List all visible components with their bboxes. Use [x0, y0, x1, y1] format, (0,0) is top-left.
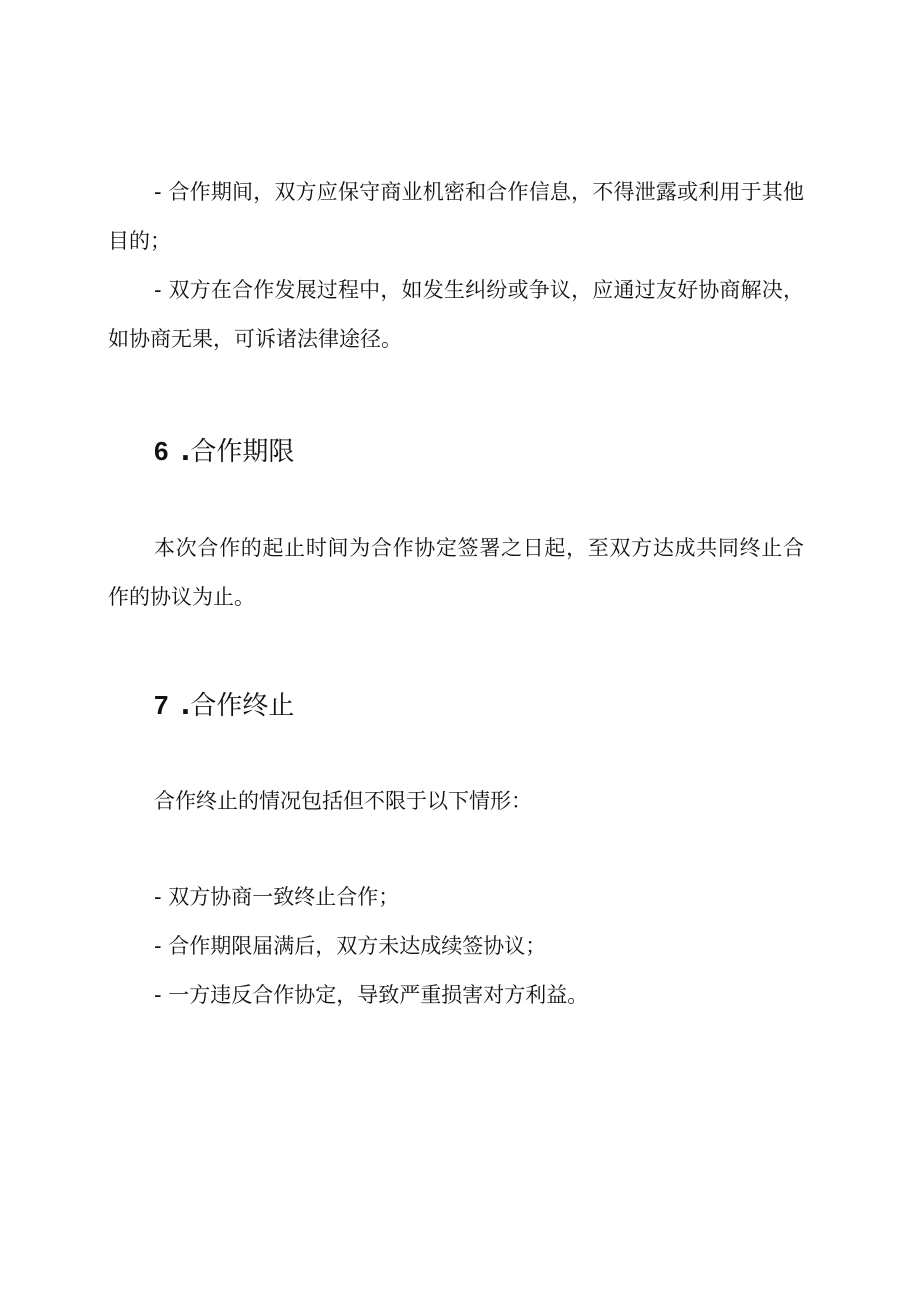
section7-bullet-3: - 一方违反合作协定，导致严重损害对方利益。 — [154, 983, 589, 1007]
section6-number: 6 — [154, 436, 169, 466]
section7-intro: 合作终止的情况包括但不限于以下情形： — [154, 789, 532, 813]
section7-heading: 7 .合作终止 — [154, 690, 295, 721]
section7-bullet-2: - 合作期限届满后，双方未达成续签协议； — [154, 934, 547, 958]
section5-bullet-2: - 双方在合作发展过程中，如发生纠纷或争议，应通过友好协商解决，如协商无果，可诉诸法律途径。 — [108, 278, 804, 351]
section6-title: 合作期限 — [190, 437, 295, 467]
section5-bullet-1: - 合作期间，双方应保守商业机密和合作信息，不得泄露或利用于其他目的； — [108, 180, 804, 253]
section6-body: 本次合作的起止时间为合作协定签署之日起，至双方达成共同终止合作的协议为止。 — [108, 536, 804, 609]
section7-number: 7 — [154, 690, 169, 720]
section6-heading: 6 .合作期限 — [154, 436, 295, 467]
section7-bullet-1: - 双方协商一致终止合作； — [154, 885, 400, 909]
section7-title: 合作终止 — [190, 691, 295, 721]
